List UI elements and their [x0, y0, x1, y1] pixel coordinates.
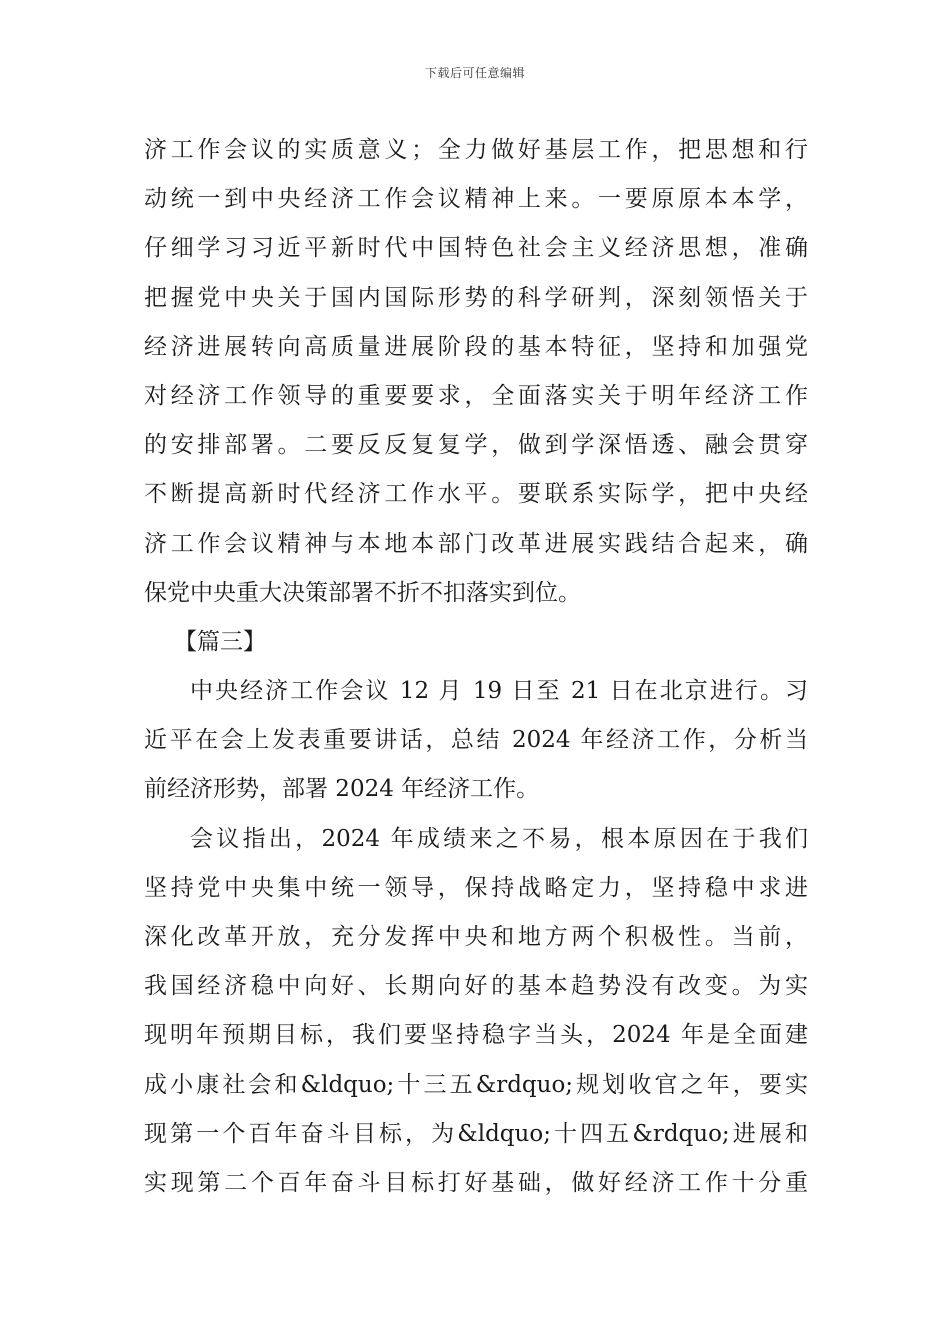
- text-line: 济工作会议的实质意义；全力做好基层工作，把思想和行: [144, 137, 808, 163]
- text-line: 中央经济工作会议 12 月 19 日至 21 日在北京进行。习: [190, 678, 808, 705]
- text-line: 现第一个百年奋斗目标，为&ldquo;十四五&rdquo;进展和: [144, 1120, 808, 1147]
- text-line: 动统一到中央经济工作会议精神上来。一要原原本本学，: [144, 186, 808, 213]
- text-line: 前经济形势，部署 2024 年经济工作。: [144, 776, 540, 803]
- page-header-note: 下载后可任意编辑: [424, 66, 525, 80]
- text-line: 坚持党中央集中统一领导，保持战略定力，坚持稳中求进: [144, 874, 808, 901]
- text-line: 会议指出，2024 年成绩来之不易，根本原因在于我们: [190, 825, 808, 852]
- text-line: 保党中央重大决策部署不折不扣落实到位。: [144, 579, 581, 606]
- section-heading: 【篇三】: [174, 628, 266, 655]
- text-line: 实现第二个百年奋斗目标打好基础，做好经济工作十分重: [144, 1169, 808, 1196]
- text-line: 把握党中央关于国内国际形势的科学研判，深刻领悟关于: [144, 284, 808, 311]
- text-line: 济工作会议精神与本地本部门改革进展实践结合起来，确: [144, 530, 808, 557]
- text-line: 仔细学习习近平新时代中国特色社会主义经济思想，准确: [144, 235, 808, 262]
- text-line: 近平在会上发表重要讲话，总结 2024 年经济工作，分析当: [144, 727, 808, 754]
- text-line: 深化改革开放，充分发挥中央和地方两个积极性。当前，: [144, 924, 808, 950]
- text-line: 不断提高新时代经济工作水平。要联系实际学，把中央经: [144, 481, 808, 508]
- text-line: 现明年预期目标，我们要坚持稳字当头，2024 年是全面建: [144, 1022, 808, 1049]
- text-line: 的安排部署。二要反反复复学，做到学深悟透、融会贯穿: [144, 432, 808, 459]
- text-line: 对经济工作领导的重要要求，全面落实关于明年经济工作: [144, 382, 808, 409]
- text-line: 经济进展转向高质量进展阶段的基本特征，坚持和加强党: [144, 333, 808, 360]
- body-text: [144, 126, 808, 1208]
- text-line: 成小康社会和&ldquo;十三五&rdquo;规划收官之年，要实: [144, 1071, 808, 1098]
- text-line: 我国经济稳中向好、长期向好的基本趋势没有改变。为实: [144, 973, 808, 1000]
